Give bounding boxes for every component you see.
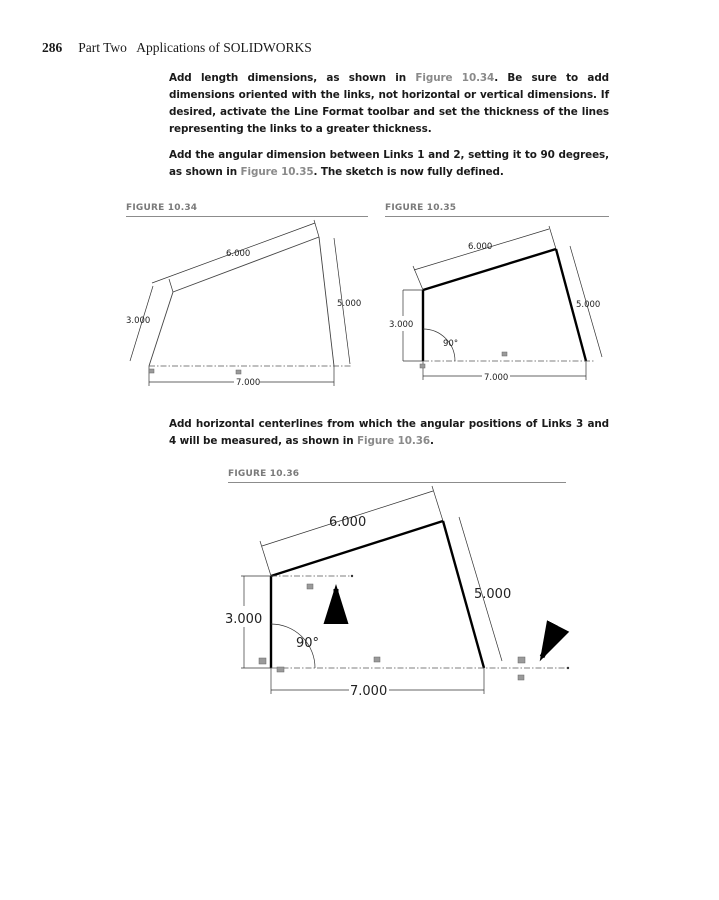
fig34-dim-left: 3.000 <box>126 316 151 326</box>
fig36-dim-top: 6.000 <box>329 515 367 530</box>
fig35-dim-angle: 90° <box>443 339 459 349</box>
fig35-dim-bottom: 7.000 <box>484 373 509 383</box>
fig34-dim-bottom: 7.000 <box>236 378 261 388</box>
paragraph-text: Add length dimensions, as shown in <box>169 72 416 84</box>
fig36-callout-arrow-down-icon <box>542 632 555 657</box>
fig36-centerline-endpoint <box>351 575 353 577</box>
fig36-dim-bottom: 7.000 <box>350 684 388 699</box>
fig35-dim-left: 3.000 <box>389 320 414 330</box>
figure-link-10-35[interactable]: Figure 10.35 <box>240 166 314 178</box>
fig36-dim-angle: 90° <box>296 636 320 651</box>
fig34-dim-right: 5.000 <box>337 299 362 309</box>
fig36-relation-icon <box>277 667 284 672</box>
paragraph-text: . <box>429 435 434 447</box>
fig36-dim-left: 3.000 <box>225 612 263 627</box>
paragraph-text: . Be sure to add dimensions oriented with the links, not horizontal or vertical dimensions. If desired, activate the Line Format toolbar and set the thickness of the lines representing the links to a greater thickness. <box>169 72 609 135</box>
fig36-relation-icon <box>518 675 524 680</box>
fig36-relation-icon <box>374 657 380 662</box>
fig35-dim-top: 6.000 <box>468 242 493 252</box>
fig36-ext-line <box>260 541 271 576</box>
fig36-centerline-endpoint <box>567 667 569 669</box>
figure-caption-10-36: FIGURE 10.36 <box>228 469 566 483</box>
fig34-dim-top: 6.000 <box>226 249 251 259</box>
fig36-ext-line <box>432 486 443 521</box>
figure-caption-10-34: FIGURE 10.34 <box>126 203 368 217</box>
paragraph-text: . The sketch is now fully defined. <box>313 166 504 178</box>
figure-link-10-34[interactable]: Figure 10.34 <box>415 72 495 84</box>
fig36-relation-icon <box>518 657 525 663</box>
figure-caption-10-35: FIGURE 10.35 <box>385 203 609 217</box>
paragraph-text: Add horizontal centerlines from which the angular positions of Links 3 and 4 will be measured, as shown in <box>169 418 609 447</box>
fig35-dim-right: 5.000 <box>576 300 601 310</box>
fig36-relation-icon <box>307 584 313 589</box>
fig36-dim-right: 5.000 <box>474 587 512 602</box>
page-number: 286 <box>42 40 63 55</box>
figure-link-10-36[interactable]: Figure 10.36 <box>357 435 430 447</box>
running-title: Part Two Applications of SOLIDWORKS <box>78 40 312 55</box>
fig36-relation-icon <box>259 658 266 664</box>
paragraph-text: Add the angular dimension between Links 1 and 2, setting it to 90 degrees, as shown in <box>169 149 609 178</box>
